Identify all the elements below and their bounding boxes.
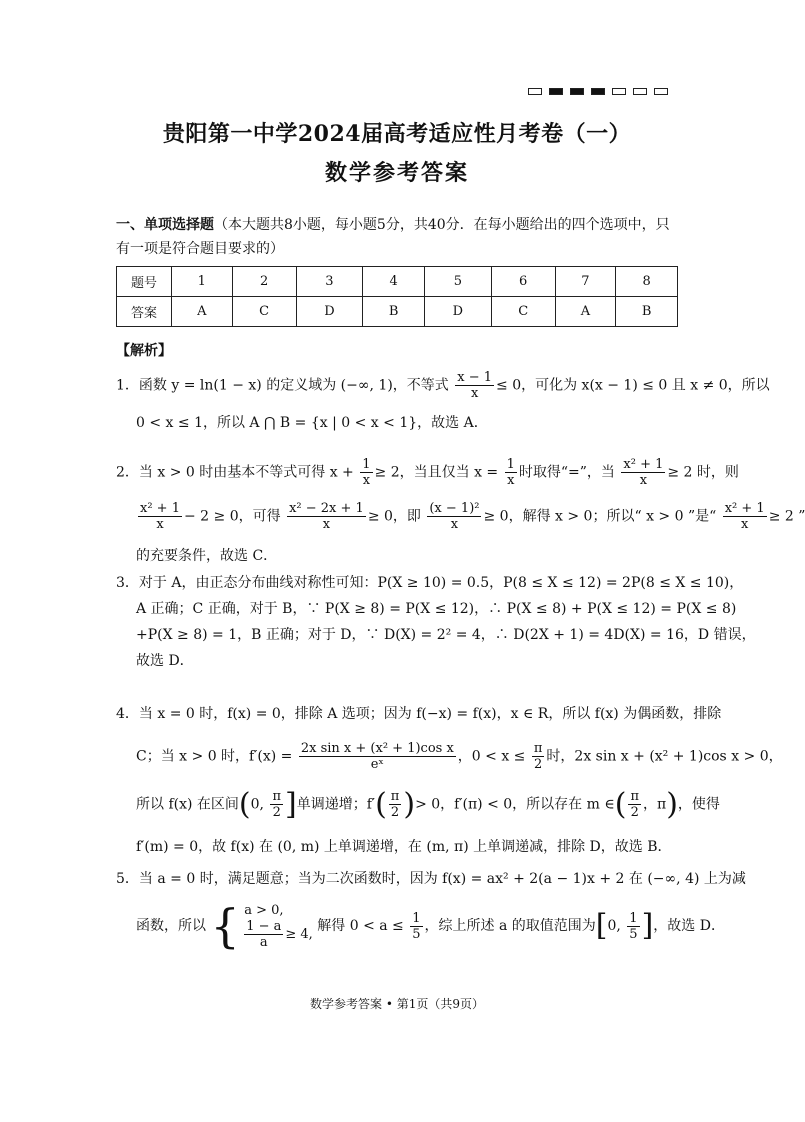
- denominator: 2: [533, 757, 543, 772]
- q2-line-3: 的充要条件，故选 C．: [136, 548, 278, 564]
- fraction: [621, 457, 665, 488]
- section-desc-cont: 有一项是符合题目要求的）: [116, 241, 284, 257]
- marker-box: [633, 88, 647, 95]
- fraction: [270, 789, 283, 820]
- denominator: eˣ: [370, 757, 384, 772]
- numerator: π: [272, 789, 281, 804]
- fraction: [360, 457, 372, 488]
- fraction: [427, 501, 481, 532]
- numerator: (x − 1)²: [429, 501, 480, 516]
- row-label: 答案: [117, 297, 172, 327]
- text: C；当 x > 0 时，f′(x) =: [136, 748, 293, 765]
- bracket-close: ): [666, 786, 678, 822]
- cell-number: 5: [424, 267, 491, 297]
- marker-box: [612, 88, 626, 95]
- bracket-close: ]: [641, 908, 654, 943]
- fraction: [628, 789, 641, 820]
- numerator: π: [390, 789, 400, 804]
- fraction: [244, 919, 283, 950]
- numerator: π: [630, 789, 639, 804]
- text: ≥ 2 时，则: [667, 464, 739, 481]
- text: > 0，f′(π) < 0，所以存在 m ∈: [415, 796, 615, 813]
- numerator: 1: [362, 457, 371, 472]
- fraction: [299, 741, 456, 772]
- bracket-open: [: [595, 908, 608, 943]
- section-desc: （本大题共8小题，每小题5分，共40分．在每小题给出的四个选项中，只: [214, 217, 670, 233]
- cell-answer: B: [616, 297, 678, 327]
- q4-line-4: f′(m) = 0，故 f(x) 在 (0, m) 上单调递增，在 (m, π) 上单调递减，排除 D，故选 B．: [136, 839, 672, 855]
- q2-line-2: [136, 501, 805, 532]
- q4-line-3: [136, 786, 720, 822]
- fraction: [532, 741, 545, 772]
- question-number: 2．: [116, 464, 139, 481]
- denominator: 2: [390, 805, 400, 820]
- text: ≥ 2 ”: [768, 508, 805, 525]
- text: 单调递增；f′: [296, 796, 376, 813]
- case-2: ≥ 4,: [285, 927, 313, 942]
- question-number: 3．: [116, 575, 139, 591]
- denominator: 2: [272, 805, 281, 820]
- bracket-open: (: [375, 786, 387, 822]
- denominator: 5: [629, 926, 638, 942]
- cell-number: 3: [296, 267, 363, 297]
- cell-number: 7: [555, 267, 616, 297]
- numerator: x² − 2x + 1: [289, 501, 364, 516]
- cell-answer: A: [555, 297, 616, 327]
- brace-open: {: [210, 899, 240, 953]
- q3-line-2: A 正确；C 正确，对于 B，∵ P(X ≥ 8) = P(X ≤ 12)，∴ P(X ≤ 8) + P(X ≤ 12) = P(X ≤ 8): [136, 601, 737, 617]
- text: 当 x = 0 时，f(x) = 0，排除 A 选项；因为 f(−x) = f(x)，x ∈ R，所以 f(x) 为偶函数，排除: [138, 706, 722, 722]
- q1-line-2: 0 < x ≤ 1，所以 A ⋂ B = {x | 0 < x < 1}，故选 A．: [136, 415, 488, 431]
- numerator: x² + 1: [140, 501, 180, 516]
- cell-number: 1: [172, 267, 233, 297]
- q3-line-1: [116, 572, 743, 594]
- analysis-label: 【解析】: [116, 343, 172, 359]
- text: 0,: [607, 918, 621, 934]
- fraction: [389, 789, 402, 820]
- fraction: [455, 370, 494, 401]
- text: 当 a = 0 时，满足题意；当为二次函数时，因为 f(x) = ax² + 2(a − 1)x + 2 在 (−∞, 4) 上为减: [138, 871, 746, 887]
- text: ，故选 D．: [653, 918, 725, 934]
- marker-box: [549, 88, 563, 95]
- bracket-close: ): [403, 786, 416, 822]
- denominator: 5: [412, 926, 421, 942]
- table-row: [117, 267, 678, 297]
- text: ≥ 2，当且仅当 x =: [374, 464, 499, 481]
- numerator: 1: [412, 910, 421, 926]
- denominator: x: [322, 517, 331, 532]
- denominator: x: [639, 473, 648, 488]
- cell-answer: B: [363, 297, 425, 327]
- bracket-open: (: [238, 786, 251, 822]
- text: 解得 0 < a ≤: [317, 918, 404, 934]
- text: ≥ 0，解得 x > 0；所以“ x > 0 ”是“: [483, 508, 717, 525]
- document-title: 贵阳第一中学2024届高考适应性月考卷（一）: [162, 121, 632, 147]
- cell-number: 4: [363, 267, 425, 297]
- answer-table: [116, 266, 678, 327]
- section-1-intro: [116, 213, 696, 261]
- text: ，π: [642, 796, 667, 813]
- text: 函数，所以: [136, 918, 206, 934]
- cell-number: 6: [491, 267, 555, 297]
- denominator: 2: [630, 805, 639, 820]
- text: ≥ 0，即: [367, 508, 421, 525]
- marker-box: [654, 88, 668, 95]
- q4-line-1: [116, 703, 721, 725]
- case-1: a > 0,: [244, 903, 284, 918]
- text: 当 x > 0 时由基本不等式可得 x +: [138, 464, 354, 481]
- question-number: 4．: [116, 706, 139, 722]
- text: 对于 A，由正态分布曲线对称性可知：P(X ≥ 10) = 0.5，P(8 ≤ X ≤ 12) = 2P(8 ≤ X ≤ 10)，: [138, 575, 744, 591]
- text: 时，2x sin x + (x² + 1)cos x > 0，: [546, 748, 783, 765]
- fraction: [287, 501, 366, 532]
- question-number: 5．: [116, 871, 139, 887]
- numerator: 2x sin x + (x² + 1)cos x: [300, 741, 454, 756]
- case-system: [244, 902, 313, 950]
- bracket-close: ]: [284, 786, 297, 822]
- numerator: x² + 1: [724, 501, 765, 516]
- text: − 2 ≥ 0，可得: [183, 508, 281, 525]
- text: ，使得: [677, 796, 720, 813]
- section-heading: 一、单项选择题: [116, 217, 214, 233]
- denominator: x: [507, 473, 515, 488]
- denominator: x: [156, 517, 164, 532]
- denominator: x: [362, 473, 371, 488]
- fraction: [138, 501, 182, 532]
- numerator: π: [533, 741, 543, 756]
- marker-box: [591, 88, 605, 95]
- fraction: [627, 911, 639, 942]
- page-marker: [528, 88, 668, 95]
- q5-line-1: [116, 868, 746, 890]
- text: 时取得“=”，当: [518, 464, 615, 481]
- cell-answer: D: [424, 297, 491, 327]
- bracket-open: (: [614, 786, 627, 822]
- q1-line-1: [116, 370, 770, 401]
- numerator: 1: [506, 457, 515, 472]
- cell-number: 2: [232, 267, 296, 297]
- q3-line-3: +P(X ≥ 8) = 1，B 正确；对于 D，∵ D(X) = 2² = 4，∴ D(2X + 1) = 4D(X) = 16，D 错误，: [136, 627, 756, 643]
- document-subtitle: 数学参考答案: [324, 160, 469, 186]
- numerator: 1 − a: [246, 919, 282, 934]
- text: 所以 f(x) 在区间: [136, 796, 239, 813]
- denominator: x: [741, 517, 749, 532]
- cell-number: 8: [616, 267, 678, 297]
- fraction: [505, 457, 517, 488]
- denominator: a: [259, 935, 268, 950]
- numerator: x − 1: [457, 370, 493, 385]
- cell-answer: A: [172, 297, 233, 327]
- fraction: [410, 911, 422, 942]
- text: 函数 y = ln(1 − x) 的定义域为 (−∞, 1)，不等式: [138, 377, 449, 394]
- cell-answer: C: [232, 297, 296, 327]
- row-label: 题号: [117, 267, 172, 297]
- text: ≤ 0，可化为 x(x − 1) ≤ 0 且 x ≠ 0，所以: [496, 377, 770, 394]
- denominator: x: [450, 517, 459, 532]
- denominator: x: [470, 386, 479, 401]
- marker-box: [528, 88, 542, 95]
- page-footer: 数学参考答案 • 第1页（共9页）: [310, 997, 484, 1011]
- cell-answer: D: [296, 297, 363, 327]
- numerator: x² + 1: [623, 457, 664, 472]
- question-number: 1．: [116, 377, 139, 394]
- q3-line-4: 故选 D．: [136, 653, 194, 669]
- marker-box: [570, 88, 584, 95]
- fraction: [723, 501, 767, 532]
- q2-line-1: [116, 457, 739, 488]
- numerator: 1: [629, 910, 638, 926]
- q5-line-2: [136, 899, 725, 953]
- text: 0,: [250, 796, 264, 813]
- table-row: [117, 297, 678, 327]
- text: ，综上所述 a 的取值范围为: [424, 918, 596, 934]
- cell-answer: C: [491, 297, 555, 327]
- q4-line-2: [136, 741, 783, 772]
- text: ，0 < x ≤: [457, 748, 526, 765]
